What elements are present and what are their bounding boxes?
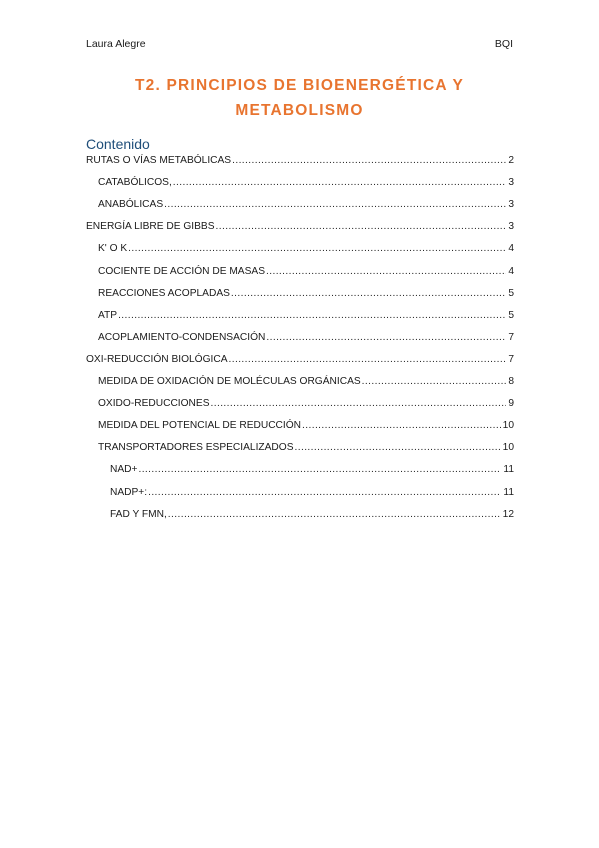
toc-entry-page-number: 8 xyxy=(508,376,514,387)
toc-entry[interactable] xyxy=(98,288,514,304)
toc-dot-leader xyxy=(362,376,507,387)
toc-entry[interactable] xyxy=(98,332,514,348)
toc-entry-page-number: 3 xyxy=(508,177,514,189)
toc-dot-leader xyxy=(128,243,506,254)
toc-dot-leader xyxy=(216,221,507,232)
toc-dot-leader xyxy=(302,420,501,431)
toc-entry-page-number: 5 xyxy=(508,309,514,321)
toc-entry-label: RUTAS O VÍAS METABÓLICAS xyxy=(86,155,232,166)
toc-entry[interactable] xyxy=(98,266,514,282)
toc-dot-leader xyxy=(211,398,507,409)
toc-entry[interactable] xyxy=(98,243,514,259)
toc-entry[interactable] xyxy=(110,509,514,525)
toc-dot-leader xyxy=(229,354,507,365)
toc-entry[interactable] xyxy=(98,398,514,414)
toc-dot-leader xyxy=(266,332,506,343)
document-title-line-1: T2. PRINCIPIOS DE BIOENERGÉTICA Y xyxy=(135,77,464,94)
toc-entry-label: ATP xyxy=(98,309,118,321)
toc-entry[interactable] xyxy=(86,155,514,171)
toc-dot-leader xyxy=(118,310,506,321)
document-title-line-2: METABOLISMO xyxy=(235,102,364,119)
toc-entry[interactable] xyxy=(110,487,514,503)
toc-dot-leader xyxy=(266,266,506,277)
toc-entry-label: REACCIONES ACOPLADAS xyxy=(98,287,230,299)
toc-dot-leader xyxy=(231,288,506,299)
toc-entry[interactable] xyxy=(98,310,514,326)
toc-entry-label: MEDIDA DEL POTENCIAL DE REDUCCIÓN xyxy=(98,420,302,432)
toc-dot-leader xyxy=(232,155,506,166)
toc-entry-label: OXI-REDUCCIÓN BIOLÓGICA xyxy=(86,353,228,365)
toc-entry-label: NAD+ xyxy=(110,464,138,476)
toc-entry-page-number: 12 xyxy=(502,508,514,520)
toc-entry[interactable] xyxy=(98,420,514,436)
toc-entry[interactable] xyxy=(110,464,514,480)
toc-entry-page-number: 3 xyxy=(508,221,514,233)
toc-entry[interactable] xyxy=(98,177,514,193)
toc-entry[interactable] xyxy=(98,199,514,215)
toc-entry[interactable] xyxy=(98,442,514,458)
toc-heading: Contenido xyxy=(86,136,150,152)
toc-entry[interactable] xyxy=(86,221,514,237)
toc-entry-page-number: 10 xyxy=(502,442,514,454)
toc-entry-label: TRANSPORTADORES ESPECIALIZADOS xyxy=(98,442,294,454)
toc-entry-page-number: 10 xyxy=(502,420,514,432)
header-course-code: BQI xyxy=(494,38,513,50)
toc-entry[interactable] xyxy=(86,354,514,370)
toc-entry-label: FAD Y FMN, xyxy=(110,508,167,520)
toc-entry-page-number: 4 xyxy=(508,265,514,277)
toc-entry-page-number: 5 xyxy=(508,287,514,299)
toc-dot-leader xyxy=(138,464,501,475)
toc-dot-leader xyxy=(173,177,507,188)
toc-entry-page-number: 9 xyxy=(508,398,514,410)
toc-entry-label: K' O K xyxy=(98,243,128,255)
toc-entry-label: MEDIDA DE OXIDACIÓN DE MOLÉCULAS ORGÁNICAS xyxy=(98,376,361,387)
header-author: Laura Alegre xyxy=(86,38,146,50)
toc-entry-label: OXIDO-REDUCCIONES xyxy=(98,398,210,410)
toc-entry-label: COCIENTE DE ACCIÓN DE MASAS xyxy=(98,265,265,277)
toc-entry-page-number: 3 xyxy=(508,199,514,211)
toc-dot-leader xyxy=(295,442,501,453)
toc-entry-page-number: 7 xyxy=(508,331,514,343)
toc-dot-leader xyxy=(148,487,501,498)
toc-entry-label: ACOPLAMIENTO-CONDENSACIÓN xyxy=(98,331,266,343)
toc-entry-label: NADP+: xyxy=(110,486,148,498)
toc-dot-leader xyxy=(164,199,506,210)
toc-dot-leader xyxy=(168,509,501,520)
toc-entry-label: CATABÓLICOS, xyxy=(98,177,172,189)
toc-entry-page-number: 4 xyxy=(508,243,514,255)
toc-entry[interactable] xyxy=(98,376,514,392)
toc-entry-page-number: 11 xyxy=(503,464,514,476)
toc-entry-label: ENERGÍA LIBRE DE GIBBS xyxy=(86,221,215,233)
toc-entry-page-number: 11 xyxy=(503,486,514,498)
toc-entry-label: ANABÓLICAS xyxy=(98,199,164,211)
toc-entry-page-number: 7 xyxy=(508,353,514,365)
toc-entry-page-number: 2 xyxy=(508,155,514,166)
